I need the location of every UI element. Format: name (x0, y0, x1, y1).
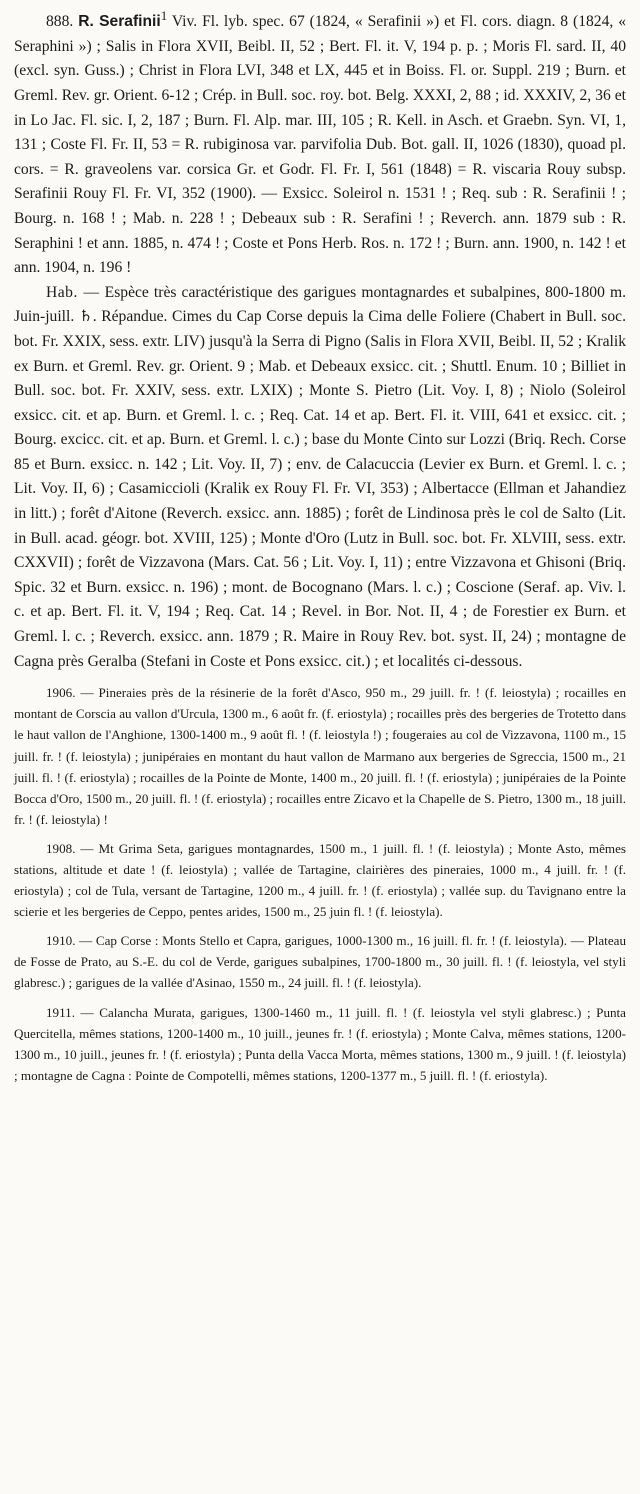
record-year: 1906. (46, 685, 76, 701)
record-1910 (14, 930, 626, 993)
species-name: R. Serafinii (78, 13, 161, 31)
record-year: 1910. (46, 933, 76, 949)
entry-number: 888. (46, 13, 74, 31)
record-1911 (14, 1002, 626, 1086)
record-text: — Calancha Murata, garigues, 1300-1460 m., 11 juill. fl. ! (f. leiostyla vel styli glabresc.) ; Punta Quercitella, mêmes stations, 1200-1400 m., 10 juill., jeunes fr. ! (f. eriostyla) ; Monte Calva, mêmes stations, 1200-1300 m., 10 juill., jeunes fr. ! (f. eriostyla) ; Punta della Vacca Morta, mêmes stations, 1300 m., 9 juill. ! (f. leiostyla) ; montagne de Cagna : Pointe de Compotelli, mêmes stations, 1200-1377 m., 5 juill. fl. ! (f. eriostyla). (14, 1004, 626, 1083)
synonymy-text: Viv. Fl. lyb. spec. 67 (1824, « Serafinii ») et Fl. cors. diagn. 8 (1824, « Seraphini ») ; Salis in Flora XVII, Beibl. II, 52 ; Bert. Fl. it. V, 194 p. p. ; Moris Fl. sard. II, 40 (excl. syn. Guss.) ; Christ in Flora LVI, 348 et LX, 445 et in Boiss. Fl. or. Suppl. 219 ; Burn. et Greml. Rev. gr. Orient. 6-12 ; Crép. in Bull. soc. roy. bot. Belg. XXXI, 2, 88 ; id. XXXIV, 2, 36 et in Lo Jac. Fl. sic. I, 2, 187 ; Burn. Fl. Alp. mar. III, 105 ; R. Kell. in Asch. et Graebn. Syn. VI, 1, 131 ; Coste Fl. Fr. II, 53 = R. rubiginosa var. parvifolia Dub. Bot. gall. II, 1026 (1830), quoad pl. cors. = R. graveolens var. corsica Gr. et Godr. Fl. Fr. I, 561 (1848) = R. viscaria Rouy subsp. Serafinii Rouy Fl. Fr. VI, 352 (1900). — Exsicc. Soleirol n. 1531 ! ; Req. sub : R. Serafinii ! ; Bourg. n. 168 ! ; Mab. n. 228 ! ; Debeaux sub : R. Serafini ! ; Reverch. ann. 1879 sub : R. Seraphini ! et ann. 1885, n. 474 ! ; Coste et Pons Herb. Ros. n. 172 ! ; Burn. ann. 1900, n. 142 ! et ann. 1904, n. 196 ! (14, 13, 626, 277)
habitat-paragraph (14, 281, 626, 675)
record-1906 (14, 682, 626, 830)
record-text: — Mt Grima Seta, garigues montagnardes, 1500 m., 1 juill. fl. ! (f. leiostyla) ; Monte Asto, mêmes stations, altitude et date ! (f. leiostyla) ; vallée de Tartagine, clairières des pineraies, 1000 m., 4 juill. fr. ! (f. eriostyla) ; col de Tula, versant de Tartagine, 1200 m., 4 juill. fr. ! (f. eriostyla) ; vallée sup. du Tavignano entre la scierie et les bergeries de Ceppo, pentes arides, 1500 m., 25 juin fl. ! (f. leiostyla). (14, 840, 626, 920)
record-year: 1908. (46, 840, 76, 856)
footnote-mark: 1 (160, 8, 168, 23)
habitat-label: Hab. — (46, 283, 100, 301)
record-text: — Pineraies près de la résinerie de la forêt d'Asco, 950 m., 29 juill. fr. ! (f. leiostyla) ; rocailles en montant de Corscia au vallon d'Urcula, 1300 m., 6 août fr. (f. eriostyla) ; rocailles près des bergeries de Trotetto dans le haut vallon de l'Anghione, 1300-1400 m., 9 août fl. ! (f. leiostyla !) ; fougeraies au col de Vizzavona, 1100 m., 15 juill. fr. ! (f. leiostyla) ; junipéraies en montant du haut vallon de Marmano aux bergeries de Sgreccia, 1500 m., 21 juill. fl. ! (f. eriostyla) ; rocailles de la Pointe de Monte, 1400 m., 20 juill. fl. ! (f. eriostyla) ; junipéraies de la Pointe Bocca d'Oro, 1500 m., 20 juill. fl. ! (f. eriostyla) ; rocailles entre Zicavo et la Chapelle de S. Pietro, 1300 m., 18 juill. fr. ! (f. leiostyla) ! (14, 685, 626, 827)
habitat-text: Espèce très caractéristique des garigues montagnardes et subalpines, 800-1800 m. Juin-juill. ♄. Répandue. Cimes du Cap Corse depuis la Cima delle Foliere (Chabert in Bull. soc. bot. Fr. XXIX, sess. extr. LIV) jusqu'à la Serra di Pigno (Salis in Flora XVII, Beibl. II, 52 ; Kralik ex Burn. et Greml. Rev. gr. Orient. 9 ; Mab. et Debeaux exsicc. cit. ; Shuttl. Enum. 10 ; Billiet in Bull. soc. bot. Fr. XXIV, sess. extr. LXIX) ; Monte S. Pietro (Lit. Voy. I, 8) ; Niolo (Soleirol exsicc. cit. et ap. Burn. et Greml. l. c. ; Req. Cat. 14 et ap. Bert. Fl. it. VIII, 641 et exsicc. cit. ; Bourg. excicc. cit. et ap. Burn. et Greml. l. c.) ; base du Monte Cinto sur Lozzi (Briq. Rech. Corse 85 et Burn. exsicc. n. 142 ; Lit. Voy. II, 7) ; env. de Calacuccia (Levier ex Burn. et Greml. l. c. ; Lit. Voy. II, 6) ; Casamiccioli (Kralik ex Rouy Fl. Fr. VI, 353) ; Albertacce (Ellman et Jahandiez in litt.) ; forêt d'Aitone (Reverch. exsicc. ann. 1885) ; forêt de Lindinosa près le col de Salto (Lit. in Bull. acad. géogr. bot. XVIII, 125) ; Monte d'Oro (Lutz in Bull. soc. bot. Fr. XLVIII, sess. extr. CXXVII) ; forêt de Vizzavona (Mars. Cat. 56 ; Lit. Voy. I, 11) ; entre Vizzavona et Ghisoni (Briq. Spic. 32 et Burn. exsicc. n. 196) ; mont. de Bocognano (Mars. l. c.) ; Coscione (Seraf. ap. Viv. l. c. et ap. Bert. Fl. it. V, 194 ; Req. Cat. 14 ; Revel. in Bor. Not. II, 4 ; de Forestier ex Burn. et Greml. l. c. ; Reverch. exsicc. ann. 1879 ; R. Maire in Rouy Rev. bot. syst. II, 24) ; montagne de Cagna près Geralba (Stefani in Coste et Pons exsicc. cit.) ; et localités ci-dessous. (14, 283, 626, 670)
record-1908 (14, 838, 626, 922)
species-entry (14, 4, 626, 281)
record-year: 1911. (46, 1004, 75, 1020)
record-text: — Cap Corse : Monts Stello et Capra, garigues, 1000-1300 m., 16 juill. fl. fr. ! (f. leiostyla). — Plateau de Fosse de Prato, au S.-E. du col de Verde, garigues subalpines, 1700-1800 m., 30 juill. fl. ! (f. leiostyla, vel styli glabresc.) ; garigues de la vallée d'Asinao, 1550 m., 24 juill. fl. ! (f. leiostyla). (14, 933, 626, 991)
